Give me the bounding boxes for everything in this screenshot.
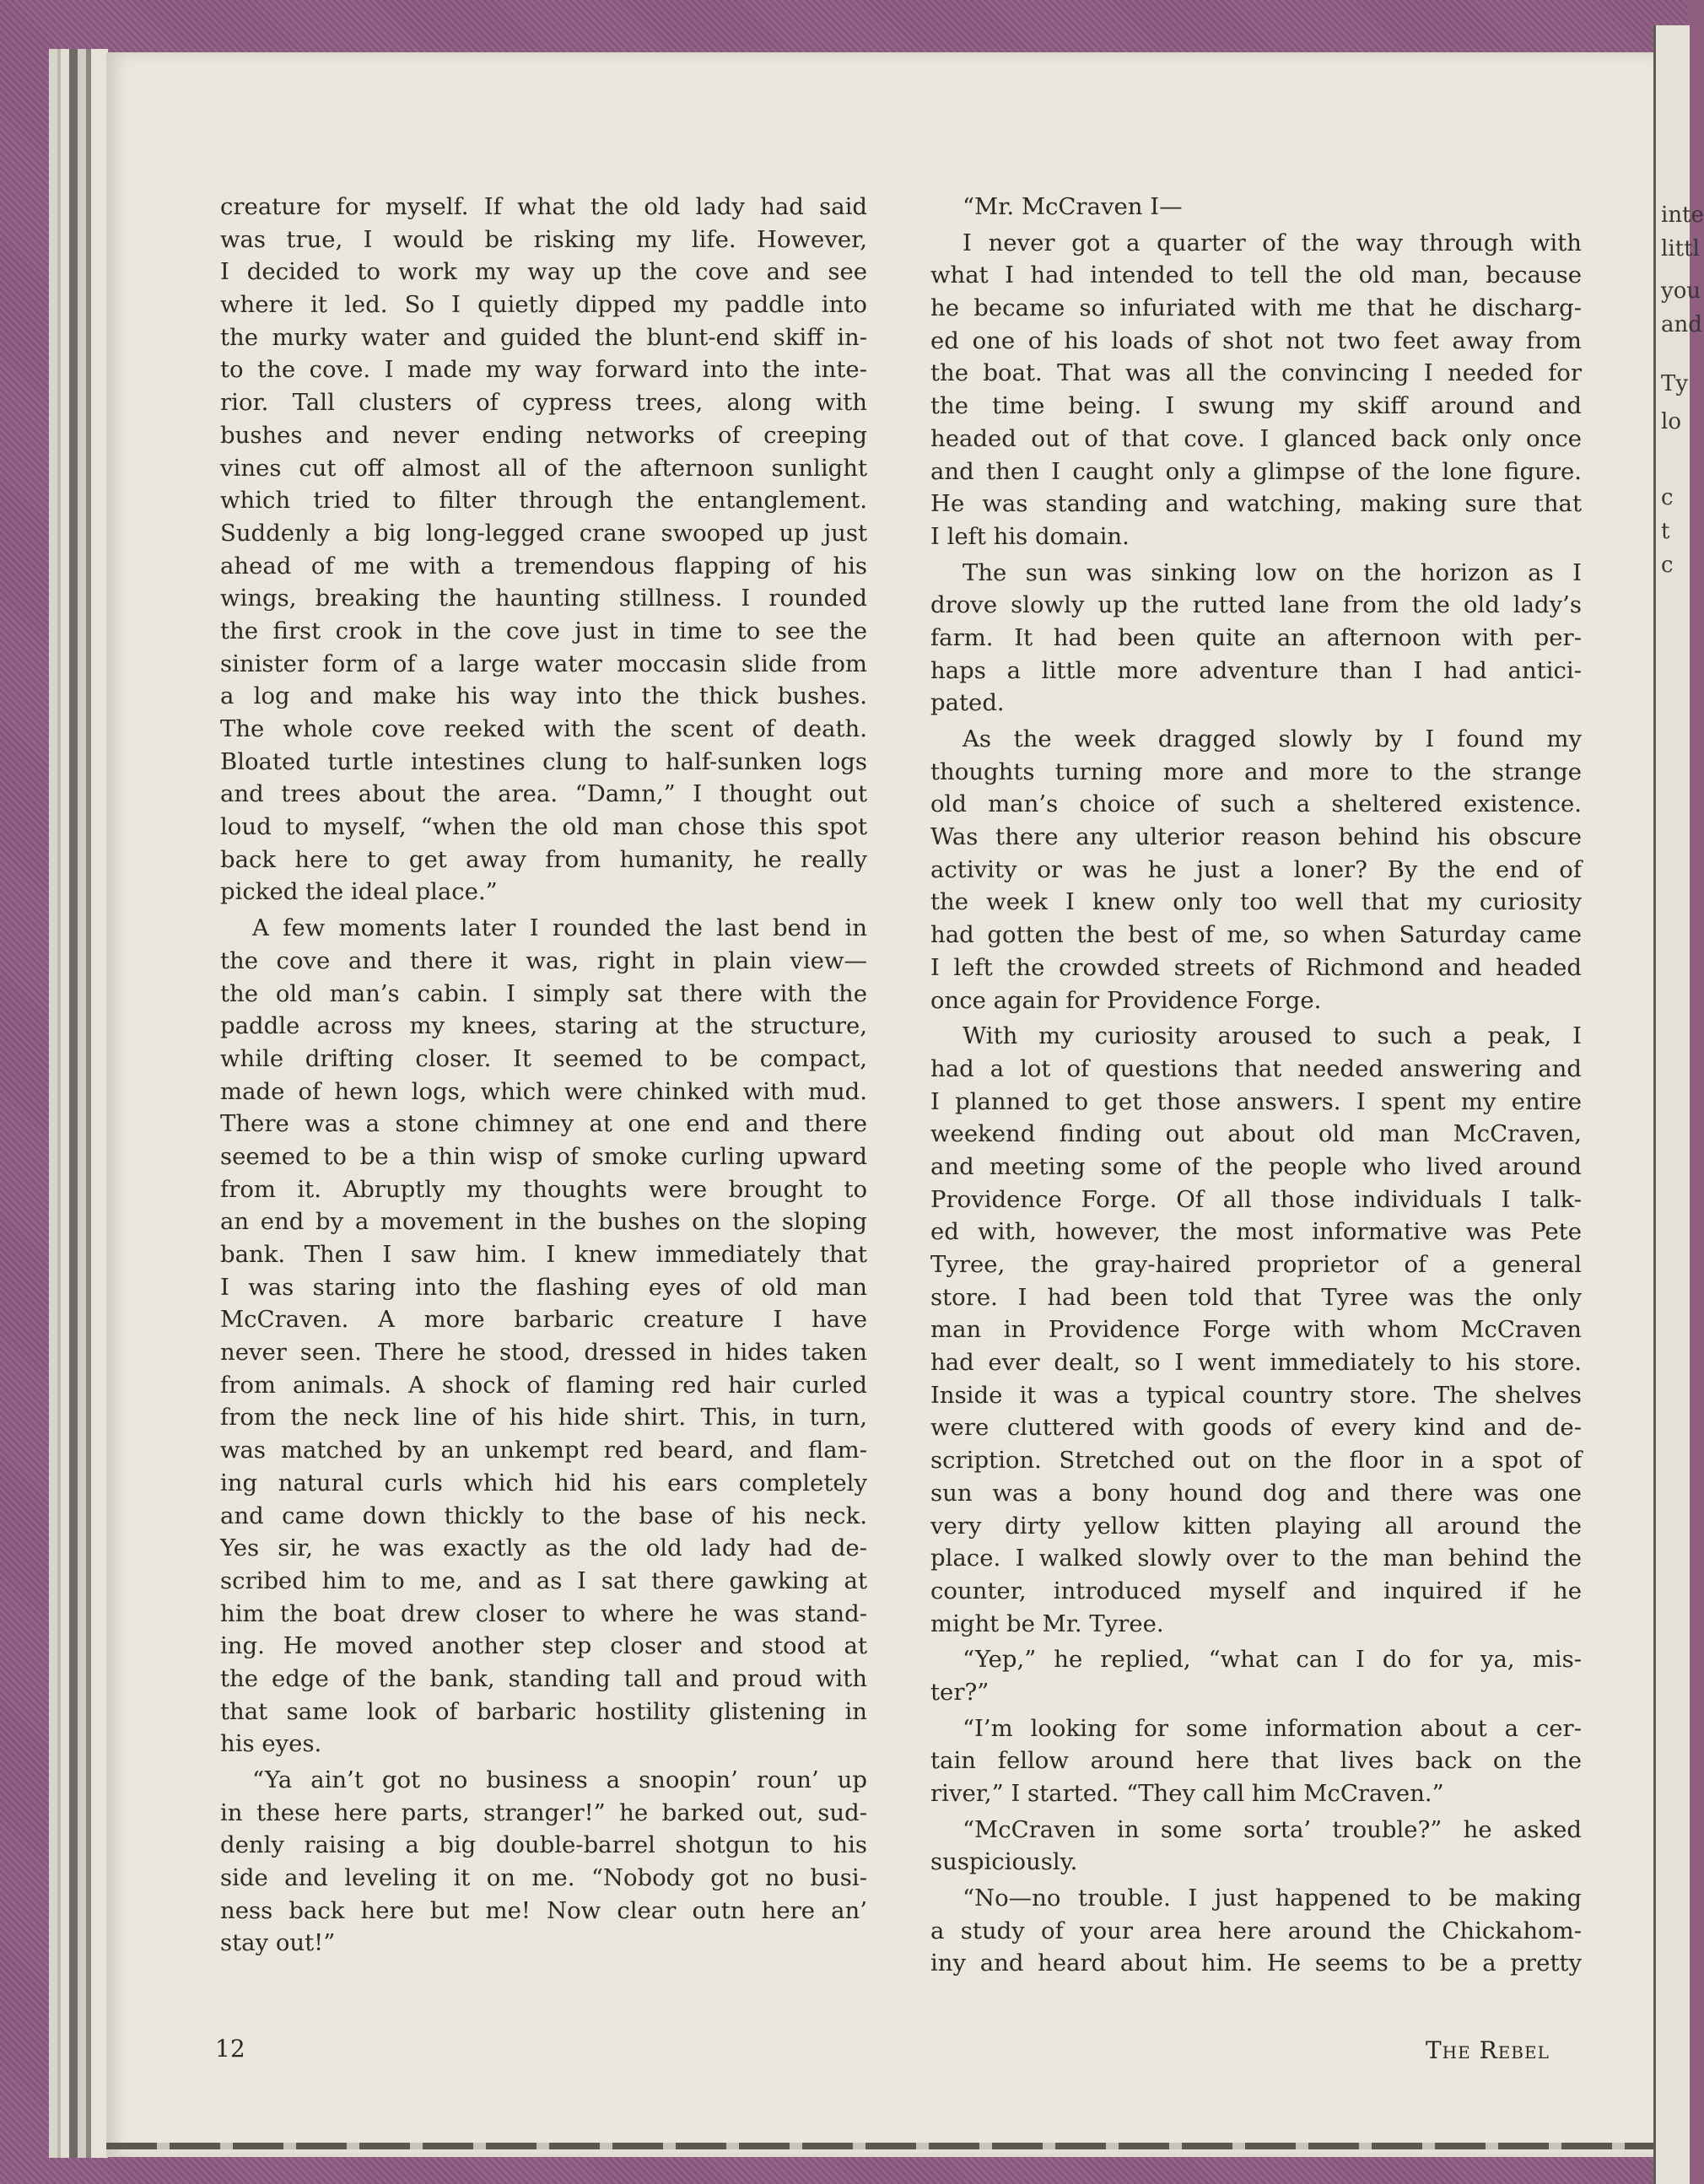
text-line: There was a stone chimney at one end and there: [220, 1110, 867, 1138]
paragraph: [930, 1882, 1582, 1980]
paragraph: [930, 191, 1582, 224]
next-page-text-fragment: t: [1661, 519, 1670, 544]
text-line: farm. It had been quite an afternoon with per-: [930, 623, 1582, 651]
text-line: activity or was he just a loner? By the end of: [930, 855, 1582, 883]
text-line: sinister form of a large water moccasin slide from: [220, 650, 867, 677]
left-column: [220, 191, 867, 1963]
text-line: the edge of the bank, standing tall and proud with: [220, 1664, 867, 1692]
text-line: and meeting some of the people who lived around: [930, 1152, 1582, 1180]
text-line: Providence Forge. Of all those individuals I talk-: [930, 1185, 1582, 1213]
paragraph: [930, 227, 1582, 553]
text-line: counter, introduced myself and inquired if he: [930, 1577, 1582, 1604]
text-line: and then I caught only a glimpse of the lone figure.: [930, 457, 1582, 485]
text-line: The sun was sinking low on the horizon as I: [963, 558, 1582, 586]
text-line: man in Providence Forge with whom McCraven: [930, 1316, 1582, 1344]
text-line: loud to myself, “when the old man chose this spot: [220, 813, 867, 841]
text-line: the cove and there it was, right in plain view—: [220, 946, 867, 974]
text-line: I never got a quarter of the way through with: [963, 229, 1582, 256]
text-line: “Ya ain’t got no business a snoopin’ roun’ up: [252, 1766, 867, 1793]
paragraph: [930, 1814, 1582, 1879]
text-line: stay out!”: [220, 1929, 336, 1957]
text-line: A few moments later I rounded the last bend in: [252, 914, 867, 942]
text-line: river,” I started. “They call him McCraven.”: [930, 1780, 1444, 1807]
text-line: wings, breaking the haunting stillness. I rounded: [220, 585, 867, 612]
text-line: place. I walked slowly over to the man behind the: [930, 1545, 1582, 1572]
text-line: a log and make his way into the thick bushes.: [220, 682, 867, 710]
text-line: I decided to work my way up the cove and see: [220, 258, 867, 286]
running-head: The Rebel: [1426, 2036, 1550, 2064]
text-line: his eyes.: [220, 1730, 322, 1758]
text-line: I planned to get those answers. I spent my entire: [930, 1087, 1582, 1115]
next-page-text-fragment: c: [1661, 553, 1674, 578]
text-line: weekend finding out about old man McCraven,: [930, 1120, 1582, 1148]
text-line: sun was a bony hound dog and there was one: [930, 1479, 1582, 1507]
text-line: bank. Then I saw him. I knew immediately that: [220, 1241, 867, 1268]
bottom-page-edge: [106, 2143, 1653, 2149]
text-line: “Mr. McCraven I—: [963, 193, 1183, 220]
text-line: ness back here but me! Now clear outn here an’: [220, 1896, 867, 1924]
text-line: a study of your area here around the Chickahom-: [930, 1917, 1582, 1944]
text-line: store. I had been told that Tyree was the only: [930, 1283, 1582, 1311]
text-line: ed with, however, the most informative was Pete: [930, 1218, 1582, 1246]
text-line: He was standing and watching, making sure that: [930, 490, 1582, 518]
text-line: scribed him to me, and as I sat there gawking at: [220, 1567, 867, 1594]
text-line: in these here parts, stranger!” he barked out, sud-: [220, 1798, 867, 1826]
text-line: “I’m looking for some information about a cer-: [963, 1714, 1582, 1742]
text-line: haps a little more adventure than I had antici-: [930, 656, 1582, 684]
text-line: “McCraven in some sorta’ trouble?” he asked: [963, 1815, 1582, 1843]
text-line: from animals. A shock of flaming red hair curled: [220, 1371, 867, 1399]
text-line: the first crook in the cove just in time to see the: [220, 617, 867, 644]
text-line: seemed to be a thin wisp of smoke curling upward: [220, 1142, 867, 1170]
text-line: might be Mr. Tyree.: [930, 1610, 1164, 1637]
text-line: the murky water and guided the blunt-end skiff in-: [220, 323, 867, 351]
text-line: pated.: [930, 689, 1005, 717]
text-line: an end by a movement in the bushes on the sloping: [220, 1208, 867, 1236]
text-line: very dirty yellow kitten playing all around the: [930, 1512, 1582, 1540]
text-line: while drifting closer. It seemed to be compact,: [220, 1044, 867, 1072]
text-line: headed out of that cove. I glanced back only once: [930, 424, 1582, 452]
text-line: back here to get away from humanity, he really: [220, 845, 867, 873]
text-line: iny and heard about him. He seems to be a pretty: [930, 1949, 1582, 1977]
text-line: paddle across my knees, staring at the structure,: [220, 1012, 867, 1040]
text-line: to the cove. I made my way forward into the inte-: [220, 356, 867, 384]
text-line: scription. Stretched out on the floor in a spot of: [930, 1447, 1582, 1475]
paragraph: [930, 1020, 1582, 1640]
text-line: Bloated turtle intestines clung to half-sunken logs: [220, 747, 867, 775]
text-line: drove slowly up the rutted lane from the old lady’s: [930, 591, 1582, 619]
text-line: from the neck line of his hide shirt. This, in turn,: [220, 1404, 867, 1432]
text-line: he became so infuriated with me that he discharg-: [930, 294, 1582, 322]
next-page-text-fragment: c: [1661, 485, 1674, 510]
text-line: was matched by an unkempt red beard, and flam-: [220, 1437, 867, 1464]
text-line: Yes sir, he was exactly as the old lady had de-: [220, 1534, 867, 1562]
paragraph: [930, 557, 1582, 720]
text-line: denly raising a big double-barrel shotgun to his: [220, 1831, 867, 1859]
text-line: from it. Abruptly my thoughts were brought to: [220, 1175, 867, 1203]
text-line: made of hewn logs, which were chinked with mud.: [220, 1077, 867, 1105]
text-line: and came down thickly to the base of his neck.: [220, 1502, 867, 1529]
paragraph: [220, 912, 867, 1761]
text-line: I left his domain.: [930, 522, 1130, 550]
text-line: was true, I would be risking my life. However,: [220, 225, 867, 253]
text-line: Tyree, the gray-haired proprietor of a general: [930, 1251, 1582, 1278]
text-line: thoughts turning more and more to the strange: [930, 758, 1582, 785]
text-line: the old man’s cabin. I simply sat there with the: [220, 979, 867, 1007]
page-number: 12: [215, 2035, 245, 2063]
paragraph: [220, 191, 867, 909]
text-line: him the boat drew closer to where he was stand-: [220, 1599, 867, 1627]
text-line: The whole cove reeked with the scent of death.: [220, 715, 867, 742]
paragraph: [930, 723, 1582, 1017]
next-page-edge: [1653, 25, 1704, 2184]
text-line: the boat. That was all the convincing I needed for: [930, 359, 1582, 387]
text-line: McCraven. A more barbaric creature I have: [220, 1306, 867, 1334]
text-line: old man’s choice of such a sheltered existence.: [930, 790, 1582, 818]
text-line: ing. He moved another step closer and stood at: [220, 1632, 867, 1660]
text-line: With my curiosity aroused to such a peak, I: [963, 1022, 1582, 1050]
text-line: and trees about the area. “Damn,” I thought out: [220, 780, 867, 808]
text-line: the time being. I swung my skiff around and: [930, 392, 1582, 420]
text-line: suspiciously.: [930, 1848, 1078, 1876]
text-line: what I had intended to tell the old man, because: [930, 262, 1582, 289]
text-line: I left the crowded streets of Richmond and headed: [930, 953, 1582, 981]
page-edges: [49, 49, 108, 2158]
next-page-text-fragment: littl: [1661, 236, 1700, 262]
text-line: Inside it was a typical country store. The shelves: [930, 1381, 1582, 1409]
text-line: that same look of barbaric hostility glistening in: [220, 1697, 867, 1725]
text-line: had ever dealt, so I went immediately to his store.: [930, 1349, 1582, 1377]
text-line: ed one of his loads of shot not two feet away from: [930, 326, 1582, 354]
text-line: ahead of me with a tremendous flapping of his: [220, 552, 867, 580]
text-line: ter?”: [930, 1678, 990, 1706]
text-line: “Yep,” he replied, “what can I do for ya, mis-: [963, 1646, 1582, 1674]
next-page-text-fragment: lo: [1661, 409, 1681, 434]
text-line: As the week dragged slowly by I found my: [963, 725, 1582, 752]
text-line: rior. Tall clusters of cypress trees, along with: [220, 389, 867, 417]
text-line: I was staring into the flashing eyes of old man: [220, 1273, 867, 1301]
paragraph: [220, 1764, 867, 1960]
next-page-text-fragment: inte: [1661, 202, 1704, 228]
paragraph: [930, 1643, 1582, 1708]
text-line: picked the ideal place.”: [220, 878, 498, 906]
text-line: Was there any ulterior reason behind his obscure: [930, 823, 1582, 851]
next-page-text-fragment: Ty: [1661, 371, 1689, 396]
text-line: where it led. So I quietly dipped my paddle into: [220, 291, 867, 319]
text-line: ing natural curls which hid his ears completely: [220, 1469, 867, 1496]
text-line: tain fellow around here that lives back on the: [930, 1747, 1582, 1775]
text-line: “No—no trouble. I just happened to be making: [963, 1885, 1582, 1912]
text-line: were cluttered with goods of every kind and de-: [930, 1414, 1582, 1442]
text-line: Suddenly a big long-legged crane swooped up just: [220, 519, 867, 547]
text-line: had gotten the best of me, so when Saturday came: [930, 921, 1582, 949]
text-line: once again for Providence Forge.: [930, 986, 1322, 1014]
next-page-text-fragment: and: [1661, 312, 1702, 337]
text-line: never seen. There he stood, dressed in hides taken: [220, 1339, 867, 1367]
text-line: bushes and never ending networks of creeping: [220, 421, 867, 449]
text-line: the week I knew only too well that my curiosity: [930, 888, 1582, 916]
text-line: vines cut off almost all of the afternoon sunlight: [220, 454, 867, 482]
text-line: creature for myself. If what the old lady had said: [220, 193, 867, 220]
next-page-text-fragment: you: [1661, 278, 1701, 304]
text-line: side and leveling it on me. “Nobody got no busi-: [220, 1864, 867, 1892]
text-line: had a lot of questions that needed answering and: [930, 1054, 1582, 1082]
text-line: which tried to filter through the entanglement.: [220, 487, 867, 515]
right-column: [930, 191, 1582, 1983]
paragraph: [930, 1712, 1582, 1810]
